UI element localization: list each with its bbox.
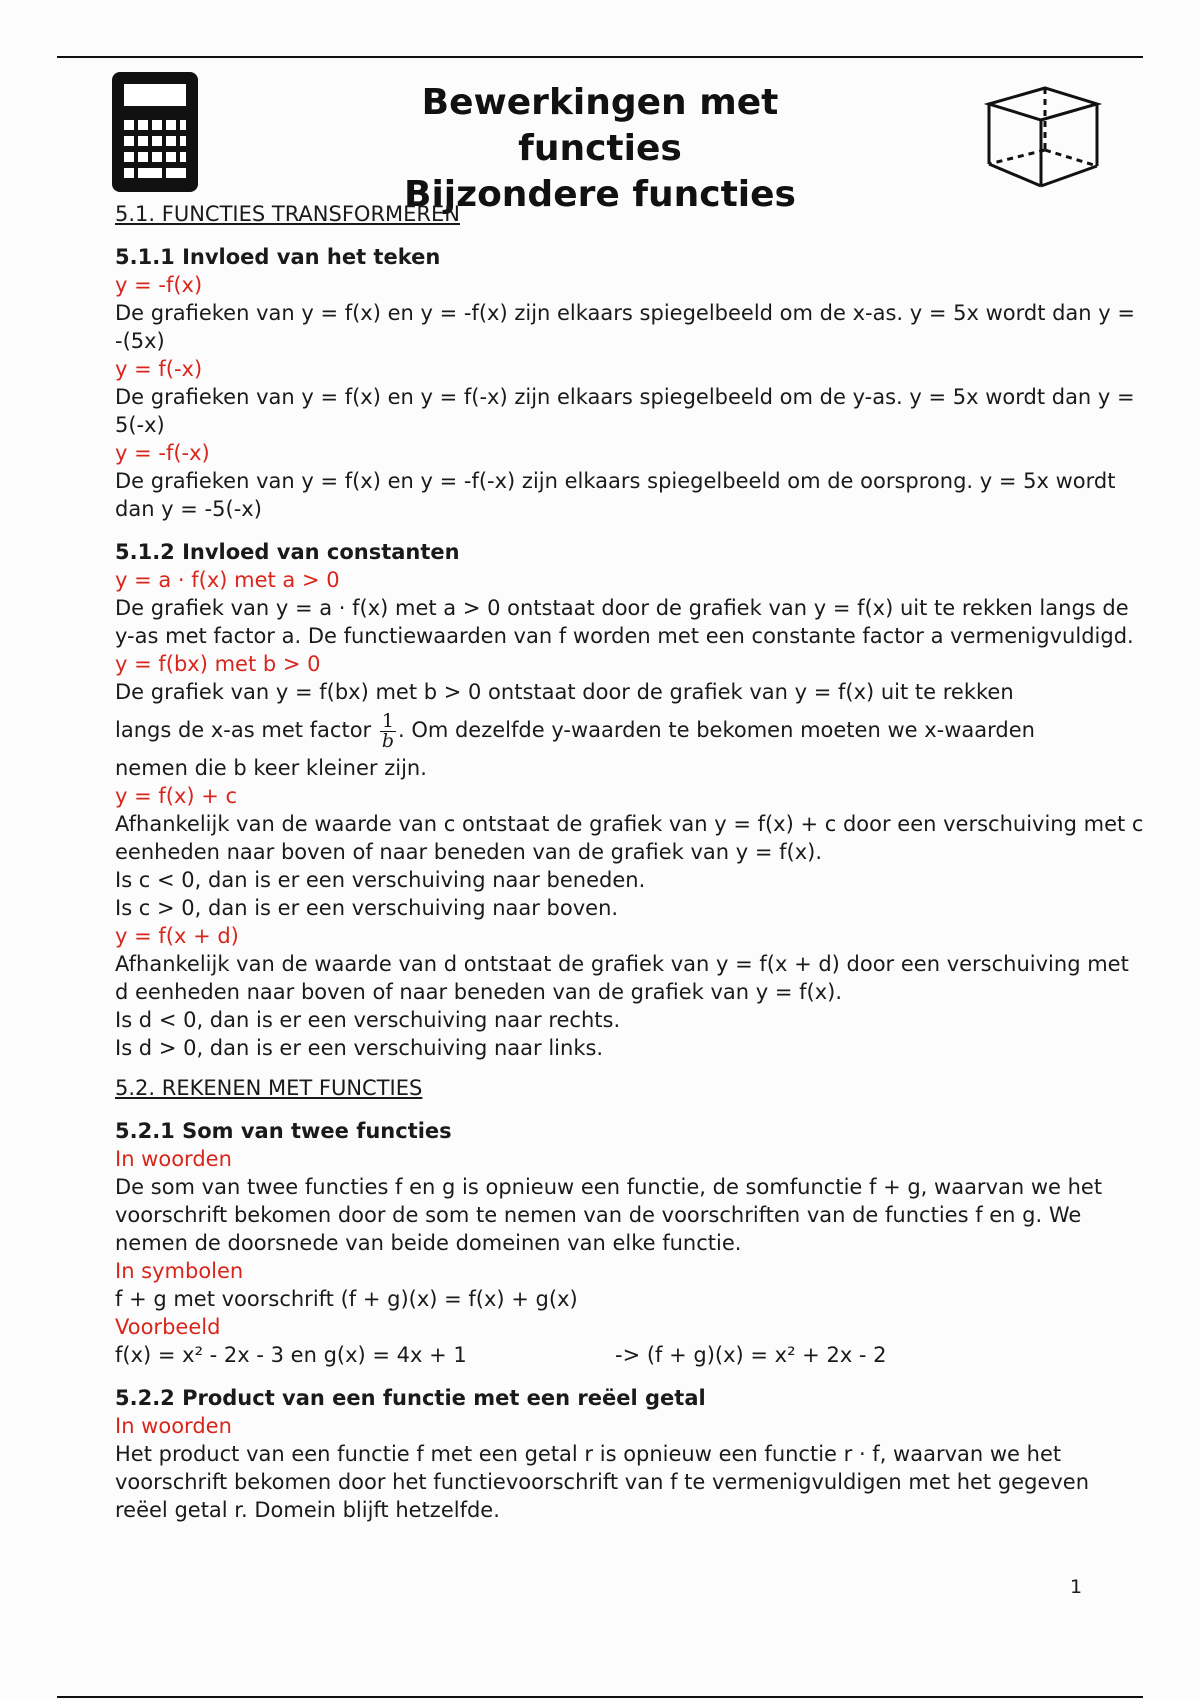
example-right: -> (f + g)(x) = x² + 2x - 2 [615,1343,887,1367]
subsection-heading-5-1-2: 5.1.2 Invloed van constanten [115,540,460,564]
paragraph: Is c > 0, dan is er een verschuiving naar boven. [115,896,619,920]
subsection-heading-5-2-2: 5.2.2 Product van een functie met een reëel getal [115,1386,706,1410]
page-content [115,200,1145,1524]
top-rule [57,56,1143,58]
paragraph: nemen die b keer kleiner zijn. [115,756,427,780]
paragraph: De grafieken van y = f(x) en y = f(-x) zijn elkaars spiegelbeeld om de y-as. y = 5x wordt dan y = 5(-x) [115,385,1135,437]
formula: y = f(bx) met b > 0 [115,652,321,676]
subsection-heading-5-1-1: 5.1.1 Invloed van het teken [115,245,441,269]
paragraph: Is c < 0, dan is er een verschuiving naar beneden. [115,868,646,892]
paragraph: Afhankelijk van de waarde van d ontstaat de grafiek van y = f(x + d) door een verschuiving met d eenheden naar boven of naar beneden van de grafiek van y = f(x). [115,952,1129,1004]
paragraph-with-fraction [115,708,1145,752]
section-heading-5-2: 5.2. REKENEN MET FUNCTIES [115,1076,423,1100]
paragraph: Het product van een functie f met een getal r is opnieuw een functie r · f, waarvan we het voorschrift bekomen door het functievoorschrift van f te vermenigvuldigen met het gegeven reëel getal r. Domein blijft hetzelfde. [115,1442,1089,1522]
example-line [115,1341,1145,1369]
page-title: Bewerkingen met functies Bijzondere functies [404,82,796,215]
paragraph: De grafieken van y = f(x) en y = -f(x) zijn elkaars spiegelbeeld om de x-as. y = 5x wordt dan y = -(5x) [115,301,1135,353]
text-run: . Om dezelfde y-waarden te bekomen moeten we x-waarden [397,718,1035,742]
example-left: f(x) = x² - 2x - 3 en g(x) = 4x + 1 [115,1343,467,1367]
cube-icon [985,74,1101,190]
fraction-numerator: 1 [381,709,394,732]
paragraph: Is d > 0, dan is er een verschuiving naar links. [115,1036,604,1060]
paragraph: De grafiek van y = a · f(x) met a > 0 ontstaat door de grafiek van y = f(x) uit te rekken langs de y-as met factor a. De functiewaarden van f worden met een constante factor a vermenigvuldigd. [115,596,1134,648]
label: Voorbeeld [115,1315,221,1339]
formula: y = f(-x) [115,357,203,381]
formula: y = -f(-x) [115,441,210,465]
formula: y = f(x) + c [115,784,238,808]
fraction-one-over-b [380,709,396,752]
label: In woorden [115,1147,232,1171]
paragraph: f + g met voorschrift (f + g)(x) = f(x) + g(x) [115,1287,578,1311]
subsection-heading-5-2-1: 5.2.1 Som van twee functies [115,1119,452,1143]
bottom-rule [57,1696,1143,1698]
fraction-denominator: b [381,729,394,752]
label: In woorden [115,1414,232,1438]
section-heading-5-1: 5.1. FUNCTIES TRANSFORMEREN [115,202,460,226]
formula: y = f(x + d) [115,924,239,948]
label: In symbolen [115,1259,244,1283]
paragraph: De som van twee functies f en g is opnieuw een functie, de somfunctie f + g, waarvan we het voorschrift bekomen door de som te nemen van de voorschriften van de functies f en g. We nemen de doorsnede van beide domeinen van elke functie. [115,1175,1103,1255]
page-number: 1 [1070,1576,1083,1598]
paragraph: Afhankelijk van de waarde van c ontstaat de grafiek van y = f(x) + c door een verschuiving met c eenheden naar boven of naar beneden van de grafiek van y = f(x). [115,812,1144,864]
formula: y = a · f(x) met a > 0 [115,568,340,592]
paragraph: Is d < 0, dan is er een verschuiving naar rechts. [115,1008,621,1032]
paragraph: De grafieken van y = f(x) en y = -f(-x) zijn elkaars spiegelbeeld om de oorsprong. y = 5x wordt dan y = -5(-x) [115,469,1116,521]
paragraph: De grafiek van y = f(bx) met b > 0 ontstaat door de grafiek van y = f(x) uit te rekken [115,680,1014,704]
formula: y = -f(x) [115,273,203,297]
text-run: langs de x-as met factor [115,718,372,742]
